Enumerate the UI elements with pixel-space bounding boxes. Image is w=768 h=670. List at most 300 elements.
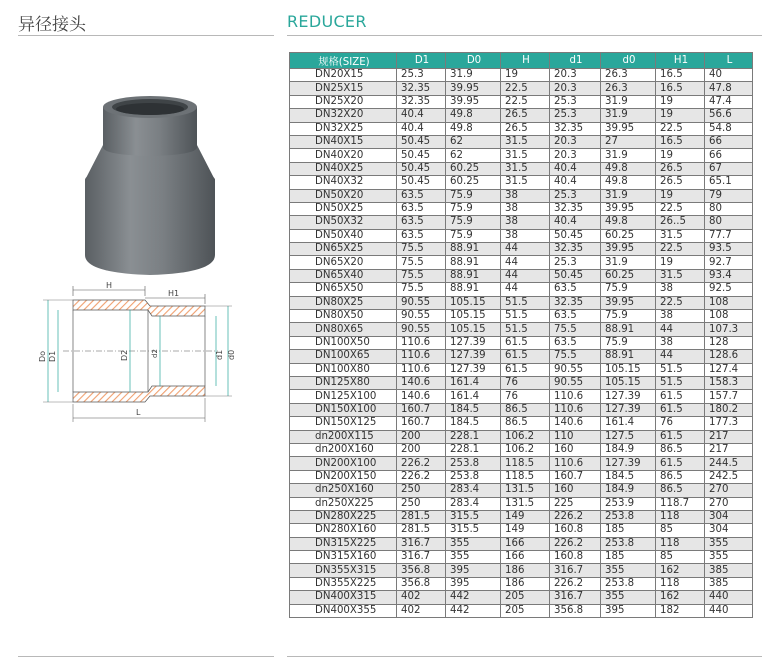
- value-cell: 86.5: [501, 403, 550, 416]
- value-cell: 128: [705, 336, 753, 349]
- value-cell: 200: [397, 443, 446, 456]
- value-cell: 63.5: [550, 310, 601, 323]
- size-cell: DN100X80: [290, 363, 397, 376]
- value-cell: 60.25: [601, 269, 656, 282]
- size-cell: DN50X20: [290, 189, 397, 202]
- value-cell: 217: [705, 443, 753, 456]
- size-cell: DN355X315: [290, 564, 397, 577]
- bottom-right-divider: [287, 656, 762, 657]
- table-row: [290, 403, 753, 416]
- value-cell: 356.8: [397, 577, 446, 590]
- label-do: Do: [38, 350, 47, 362]
- table-row: [290, 109, 753, 122]
- value-cell: 205: [501, 591, 550, 604]
- value-cell: 140.6: [550, 417, 601, 430]
- value-cell: 32.35: [550, 243, 601, 256]
- value-cell: 25.3: [550, 189, 601, 202]
- size-cell: DN150X125: [290, 417, 397, 430]
- value-cell: 22.5: [501, 82, 550, 95]
- value-cell: 51.5: [501, 323, 550, 336]
- value-cell: 51.5: [656, 363, 705, 376]
- size-cell: DN40X32: [290, 176, 397, 189]
- table-row: [290, 310, 753, 323]
- value-cell: 356.8: [397, 564, 446, 577]
- value-cell: 316.7: [397, 551, 446, 564]
- value-cell: 184.9: [601, 443, 656, 456]
- table-header-row: [290, 53, 753, 69]
- value-cell: 161.4: [601, 417, 656, 430]
- value-cell: 177.3: [705, 417, 753, 430]
- value-cell: 50.45: [550, 269, 601, 282]
- size-cell: DN200X100: [290, 457, 397, 470]
- value-cell: 270: [705, 497, 753, 510]
- table-row: [290, 363, 753, 376]
- value-cell: 105.15: [601, 376, 656, 389]
- value-cell: 47.8: [705, 82, 753, 95]
- value-cell: 31.5: [501, 135, 550, 148]
- value-cell: 31.5: [656, 229, 705, 242]
- value-cell: 440: [705, 591, 753, 604]
- value-cell: 60.25: [446, 162, 501, 175]
- table-row: [290, 149, 753, 162]
- value-cell: 49.8: [601, 216, 656, 229]
- value-cell: 395: [601, 604, 656, 617]
- table-row: [290, 95, 753, 108]
- value-cell: 75.5: [397, 269, 446, 282]
- value-cell: 63.5: [550, 336, 601, 349]
- value-cell: 22.5: [656, 122, 705, 135]
- value-cell: 31.5: [656, 269, 705, 282]
- value-cell: 49.8: [601, 176, 656, 189]
- reducer-section-drawing: [18, 276, 274, 436]
- value-cell: 118: [656, 537, 705, 550]
- size-cell: DN50X32: [290, 216, 397, 229]
- value-cell: 75.9: [601, 283, 656, 296]
- value-cell: 108: [705, 310, 753, 323]
- value-cell: 242.5: [705, 470, 753, 483]
- bottom-left-divider: [18, 656, 274, 657]
- value-cell: 86.5: [656, 484, 705, 497]
- value-cell: 77.7: [705, 229, 753, 242]
- value-cell: 226.2: [550, 577, 601, 590]
- value-cell: 304: [705, 510, 753, 523]
- value-cell: 20.3: [550, 135, 601, 148]
- value-cell: 32.35: [550, 122, 601, 135]
- value-cell: 88.91: [601, 323, 656, 336]
- value-cell: 162: [656, 564, 705, 577]
- value-cell: 160.8: [550, 551, 601, 564]
- table-row: [290, 69, 753, 82]
- value-cell: 75.9: [446, 229, 501, 242]
- value-cell: 355: [705, 537, 753, 550]
- size-cell: DN50X40: [290, 229, 397, 242]
- size-cell: DN400X355: [290, 604, 397, 617]
- value-cell: 244.5: [705, 457, 753, 470]
- value-cell: 75.5: [397, 256, 446, 269]
- page-title-cn: 异径接头: [18, 15, 86, 35]
- value-cell: 253.8: [601, 510, 656, 523]
- reducer-product-photo: [75, 85, 225, 280]
- label-d2-lower: d2: [151, 349, 159, 358]
- value-cell: 253.9: [601, 497, 656, 510]
- value-cell: 22.5: [656, 243, 705, 256]
- value-cell: 31.9: [601, 149, 656, 162]
- value-cell: 50.45: [397, 149, 446, 162]
- value-cell: 75.9: [446, 189, 501, 202]
- value-cell: 110.6: [550, 457, 601, 470]
- value-cell: 118.5: [501, 457, 550, 470]
- value-cell: 79: [705, 189, 753, 202]
- size-cell: DN100X50: [290, 336, 397, 349]
- value-cell: 22.5: [656, 202, 705, 215]
- size-cell: DN80X25: [290, 296, 397, 309]
- value-cell: 160.8: [550, 524, 601, 537]
- value-cell: 50.45: [550, 229, 601, 242]
- value-cell: 228.1: [446, 443, 501, 456]
- table-row: [290, 564, 753, 577]
- value-cell: 39.95: [601, 122, 656, 135]
- value-cell: 60.25: [446, 176, 501, 189]
- value-cell: 39.95: [446, 95, 501, 108]
- value-cell: 442: [446, 591, 501, 604]
- size-cell: dn250X160: [290, 484, 397, 497]
- value-cell: 16.5: [656, 69, 705, 82]
- size-cell: DN40X25: [290, 162, 397, 175]
- value-cell: 226.2: [397, 470, 446, 483]
- value-cell: 31.5: [501, 162, 550, 175]
- size-cell: DN25X15: [290, 82, 397, 95]
- table-row: [290, 577, 753, 590]
- value-cell: 40: [705, 69, 753, 82]
- table-row: [290, 430, 753, 443]
- value-cell: 186: [501, 564, 550, 577]
- value-cell: 26.3: [601, 69, 656, 82]
- value-cell: 355: [705, 551, 753, 564]
- value-cell: 283.4: [446, 497, 501, 510]
- top-right-divider: [287, 35, 762, 36]
- value-cell: 110: [550, 430, 601, 443]
- value-cell: 22.5: [501, 95, 550, 108]
- value-cell: 75.9: [446, 202, 501, 215]
- size-cell: DN40X20: [290, 149, 397, 162]
- value-cell: 92.7: [705, 256, 753, 269]
- label-d2-upper: D2: [120, 349, 129, 361]
- value-cell: 127.39: [601, 390, 656, 403]
- column-header: 规格(SIZE): [290, 53, 397, 69]
- table-row: [290, 162, 753, 175]
- size-cell: DN80X50: [290, 310, 397, 323]
- value-cell: 110.6: [397, 336, 446, 349]
- value-cell: 39.95: [601, 202, 656, 215]
- value-cell: 283.4: [446, 484, 501, 497]
- value-cell: 90.55: [550, 363, 601, 376]
- value-cell: 160: [550, 443, 601, 456]
- column-header: d1: [550, 53, 601, 69]
- column-header: H: [501, 53, 550, 69]
- value-cell: 61.5: [656, 390, 705, 403]
- column-header: H1: [656, 53, 705, 69]
- table-row: [290, 135, 753, 148]
- value-cell: 250: [397, 497, 446, 510]
- value-cell: 38: [656, 336, 705, 349]
- value-cell: 63.5: [397, 202, 446, 215]
- value-cell: 127.39: [446, 363, 501, 376]
- value-cell: 61.5: [656, 457, 705, 470]
- value-cell: 65.1: [705, 176, 753, 189]
- value-cell: 44: [501, 256, 550, 269]
- table-body: [290, 69, 753, 618]
- value-cell: 38: [501, 216, 550, 229]
- table-row: [290, 229, 753, 242]
- label-d1-outer: D1: [48, 350, 57, 362]
- value-cell: 385: [705, 577, 753, 590]
- size-cell: DN40X15: [290, 135, 397, 148]
- value-cell: 88.91: [446, 243, 501, 256]
- value-cell: 40.4: [550, 216, 601, 229]
- table-row: [290, 417, 753, 430]
- value-cell: 31.9: [601, 189, 656, 202]
- value-cell: 39.95: [601, 243, 656, 256]
- value-cell: 158.3: [705, 376, 753, 389]
- table-row: [290, 497, 753, 510]
- reducer-spec-table: [289, 52, 753, 618]
- value-cell: 108: [705, 296, 753, 309]
- table-row: [290, 122, 753, 135]
- value-cell: 128.6: [705, 350, 753, 363]
- value-cell: 25.3: [550, 256, 601, 269]
- value-cell: 25.3: [550, 109, 601, 122]
- value-cell: 166: [501, 537, 550, 550]
- value-cell: 26.5: [656, 176, 705, 189]
- value-cell: 127.4: [705, 363, 753, 376]
- value-cell: 19: [656, 149, 705, 162]
- value-cell: 395: [446, 577, 501, 590]
- value-cell: 44: [656, 350, 705, 363]
- value-cell: 184.5: [446, 417, 501, 430]
- value-cell: 149: [501, 510, 550, 523]
- value-cell: 44: [501, 283, 550, 296]
- size-cell: DN50X25: [290, 202, 397, 215]
- value-cell: 86.5: [656, 470, 705, 483]
- size-cell: DN280X225: [290, 510, 397, 523]
- value-cell: 61.5: [656, 430, 705, 443]
- value-cell: 49.8: [446, 109, 501, 122]
- value-cell: 38: [656, 283, 705, 296]
- value-cell: 90.55: [397, 296, 446, 309]
- value-cell: 127.5: [601, 430, 656, 443]
- table-row: [290, 216, 753, 229]
- value-cell: 51.5: [501, 310, 550, 323]
- table-row: [290, 470, 753, 483]
- value-cell: 75.5: [397, 283, 446, 296]
- size-cell: DN125X80: [290, 376, 397, 389]
- value-cell: 118.7: [656, 497, 705, 510]
- value-cell: 26..5: [656, 216, 705, 229]
- table-row: [290, 376, 753, 389]
- table-row: [290, 189, 753, 202]
- value-cell: 110.6: [550, 403, 601, 416]
- value-cell: 75.5: [397, 243, 446, 256]
- size-cell: DN315X160: [290, 551, 397, 564]
- value-cell: 160: [550, 484, 601, 497]
- value-cell: 316.7: [550, 564, 601, 577]
- value-cell: 76: [501, 376, 550, 389]
- value-cell: 253.8: [601, 577, 656, 590]
- value-cell: 32.35: [397, 95, 446, 108]
- value-cell: 402: [397, 604, 446, 617]
- value-cell: 131.5: [501, 484, 550, 497]
- value-cell: 19: [656, 256, 705, 269]
- label-h1: H1: [168, 289, 180, 298]
- value-cell: 93.5: [705, 243, 753, 256]
- value-cell: 49.8: [601, 162, 656, 175]
- value-cell: 51.5: [501, 296, 550, 309]
- value-cell: 184.5: [446, 403, 501, 416]
- size-cell: DN80X65: [290, 323, 397, 336]
- value-cell: 44: [501, 243, 550, 256]
- value-cell: 61.5: [501, 363, 550, 376]
- value-cell: 140.6: [397, 390, 446, 403]
- table-row: [290, 510, 753, 523]
- value-cell: 16.5: [656, 82, 705, 95]
- value-cell: 90.55: [397, 310, 446, 323]
- value-cell: 38: [501, 202, 550, 215]
- value-cell: 270: [705, 484, 753, 497]
- value-cell: 16.5: [656, 135, 705, 148]
- value-cell: 50.45: [397, 176, 446, 189]
- size-cell: DN200X150: [290, 470, 397, 483]
- value-cell: 85: [656, 524, 705, 537]
- value-cell: 304: [705, 524, 753, 537]
- value-cell: 63.5: [397, 189, 446, 202]
- value-cell: 162: [656, 591, 705, 604]
- value-cell: 395: [446, 564, 501, 577]
- value-cell: 40.4: [397, 109, 446, 122]
- value-cell: 63.5: [550, 283, 601, 296]
- table-row: [290, 591, 753, 604]
- size-cell: dn250X225: [290, 497, 397, 510]
- page-title-en: REDUCER: [287, 12, 367, 31]
- table-row: [290, 350, 753, 363]
- table-row: [290, 269, 753, 282]
- value-cell: 86.5: [656, 443, 705, 456]
- column-header: D1: [397, 53, 446, 69]
- value-cell: 25.3: [397, 69, 446, 82]
- value-cell: 67: [705, 162, 753, 175]
- value-cell: 39.95: [601, 296, 656, 309]
- size-cell: DN32X20: [290, 109, 397, 122]
- value-cell: 80: [705, 202, 753, 215]
- value-cell: 19: [501, 69, 550, 82]
- value-cell: 75.9: [601, 310, 656, 323]
- value-cell: 166: [501, 551, 550, 564]
- value-cell: 127.39: [601, 457, 656, 470]
- value-cell: 54.8: [705, 122, 753, 135]
- value-cell: 66: [705, 135, 753, 148]
- value-cell: 200: [397, 430, 446, 443]
- value-cell: 149: [501, 524, 550, 537]
- value-cell: 61.5: [501, 336, 550, 349]
- value-cell: 315.5: [446, 510, 501, 523]
- value-cell: 110.6: [397, 350, 446, 363]
- value-cell: 205: [501, 604, 550, 617]
- value-cell: 88.91: [601, 350, 656, 363]
- table-row: [290, 390, 753, 403]
- value-cell: 20.3: [550, 69, 601, 82]
- table-row: [290, 82, 753, 95]
- size-cell: DN100X65: [290, 350, 397, 363]
- label-h: H: [106, 281, 113, 290]
- value-cell: 105.15: [446, 323, 501, 336]
- value-cell: 62: [446, 135, 501, 148]
- value-cell: 61.5: [501, 350, 550, 363]
- value-cell: 51.5: [656, 376, 705, 389]
- value-cell: 217: [705, 430, 753, 443]
- value-cell: 316.7: [550, 591, 601, 604]
- value-cell: 184.9: [601, 484, 656, 497]
- value-cell: 88.91: [446, 283, 501, 296]
- value-cell: 225: [550, 497, 601, 510]
- value-cell: 49.8: [446, 122, 501, 135]
- value-cell: 118.5: [501, 470, 550, 483]
- value-cell: 106.2: [501, 443, 550, 456]
- value-cell: 160.7: [397, 417, 446, 430]
- value-cell: 31.9: [601, 256, 656, 269]
- value-cell: 253.8: [446, 470, 501, 483]
- value-cell: 131.5: [501, 497, 550, 510]
- value-cell: 185: [601, 524, 656, 537]
- size-cell: DN355X225: [290, 577, 397, 590]
- value-cell: 226.2: [397, 457, 446, 470]
- value-cell: 180.2: [705, 403, 753, 416]
- column-header: d0: [601, 53, 656, 69]
- value-cell: 27: [601, 135, 656, 148]
- table-row: [290, 336, 753, 349]
- value-cell: 140.6: [397, 376, 446, 389]
- value-cell: 253.8: [601, 537, 656, 550]
- value-cell: 32.35: [397, 82, 446, 95]
- value-cell: 39.95: [446, 82, 501, 95]
- value-cell: 92.5: [705, 283, 753, 296]
- value-cell: 316.7: [397, 537, 446, 550]
- table-row: [290, 243, 753, 256]
- value-cell: 355: [446, 537, 501, 550]
- column-header: D0: [446, 53, 501, 69]
- value-cell: 31.9: [446, 69, 501, 82]
- value-cell: 440: [705, 604, 753, 617]
- value-cell: 107.3: [705, 323, 753, 336]
- value-cell: 281.5: [397, 524, 446, 537]
- table-row: [290, 202, 753, 215]
- value-cell: 88.91: [446, 256, 501, 269]
- value-cell: 76: [656, 417, 705, 430]
- value-cell: 76: [501, 390, 550, 403]
- value-cell: 160.7: [397, 403, 446, 416]
- value-cell: 26.5: [656, 162, 705, 175]
- size-cell: DN32X25: [290, 122, 397, 135]
- value-cell: 315.5: [446, 524, 501, 537]
- value-cell: 19: [656, 189, 705, 202]
- value-cell: 182: [656, 604, 705, 617]
- size-cell: DN65X50: [290, 283, 397, 296]
- size-cell: dn200X160: [290, 443, 397, 456]
- value-cell: 80: [705, 216, 753, 229]
- size-cell: DN20X15: [290, 69, 397, 82]
- table-row: [290, 484, 753, 497]
- value-cell: 355: [601, 564, 656, 577]
- label-d0: d0: [227, 349, 236, 360]
- value-cell: 31.9: [601, 95, 656, 108]
